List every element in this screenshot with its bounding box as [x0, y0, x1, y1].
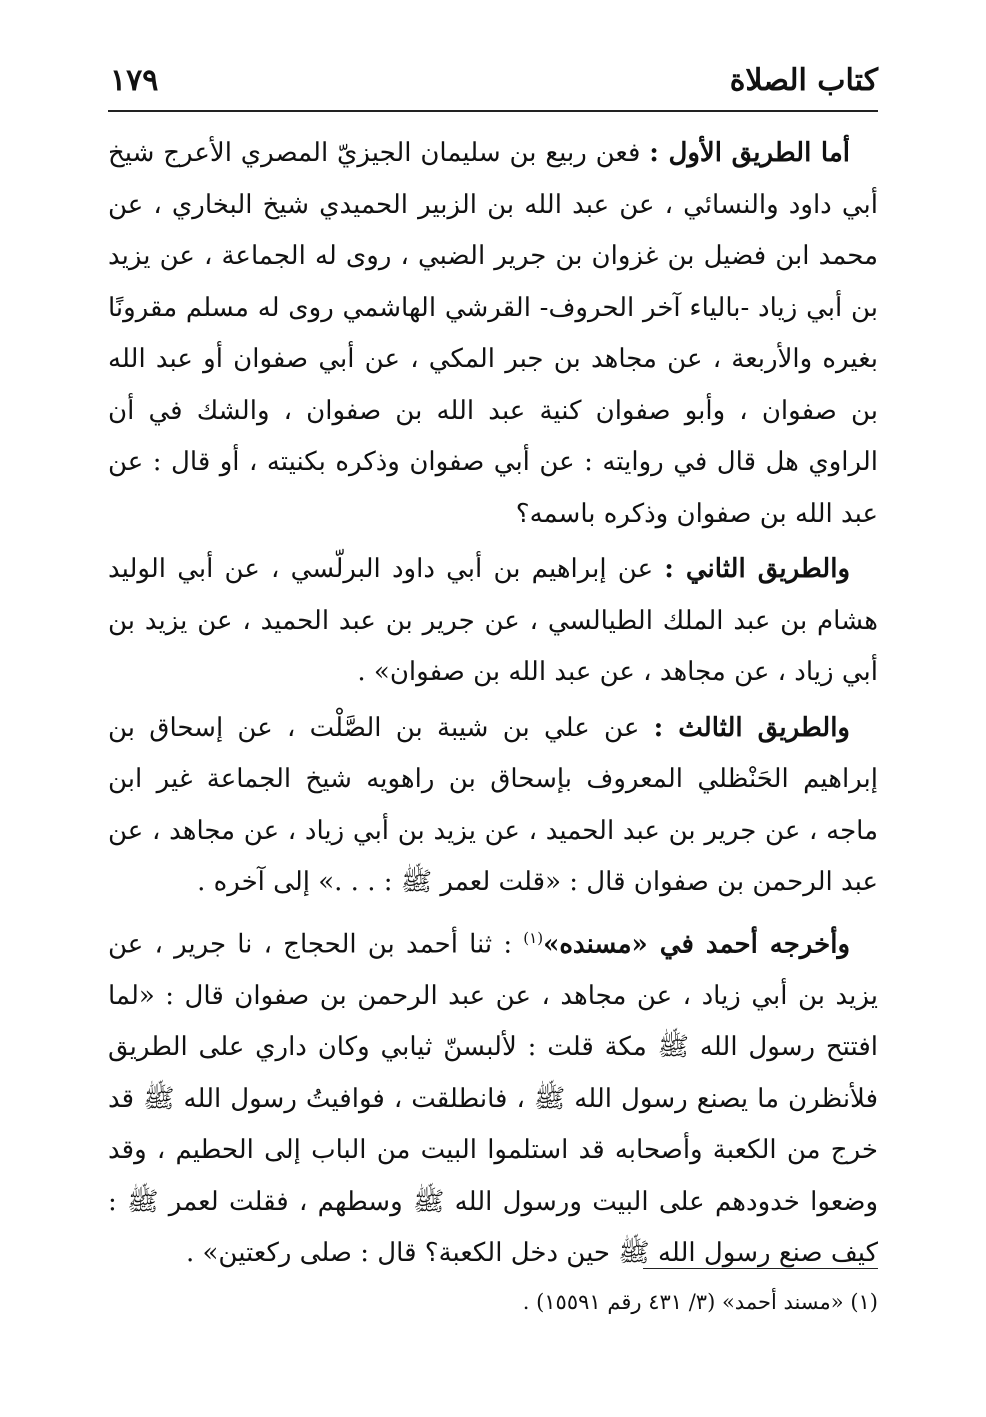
header-divider: [108, 110, 878, 112]
paragraph-text: فعن ربيع بن سليمان الجيزيّ المصري الأعرج شيخ أبي داود والنسائي ، عن عبد الله بن الزبير الحميدي شيخ البخاري ، عن محمد ابن فضيل بن غزوان بن جرير الضبي ، روى له الجماعة ، عن يزيد بن أبي زياد -بالياء آخر الحروف- القرشي الهاشمي روى له مسلم مقرونًا بغيره والأربعة ، عن مجاهد بن جبر المكي ، عن أبي صفوان أو عبد الله بن صفوان ، وأبو صفوان كنية عبد الله بن صفوان ، والشك في أن الراوي هل قال في روايته : عن أبي صفوان وذكره بكنيته ، أو قال : عن عبد الله بن صفوان وذكره باسمه؟: [108, 138, 879, 529]
paragraph-lead: أما الطريق الأول :: [649, 138, 851, 168]
paragraph-text: : ثنا أحمد بن الحجاج ، نا جرير ، عن يزيد بن أبي زياد ، عن مجاهد ، عن عبد الرحمن بن صفوان قال : «لما افتتح رسول الله ﷺ مكة قلت : لألبسنّ ثيابي وكان داري على الطريق فلأنظرن ما يصنع رسول الله ﷺ ، فانطلقت ، فوافيتُ رسول الله ﷺ قد خرج من الكعبة وأصحابه قد استلموا البيت من الباب إلى الحطيم ، وقد وضعوا خدودهم على البيت ورسول الله ﷺ وسطهم ، فقلت لعمر ﷺ : كيف صنع رسول الله ﷺ حين دخل الكعبة؟ قال : صلى ركعتين» .: [108, 929, 878, 1269]
paragraph-second-route: [108, 544, 878, 699]
main-text: [108, 128, 878, 1284]
footnote-divider: [643, 1268, 878, 1269]
paragraph-first-route: [108, 128, 878, 540]
paragraph-text: عن إبراهيم بن أبي داود البرلّسي ، عن أبي الوليد هشام بن عبد الملك الطيالسي ، عن جرير بن عبد الحميد ، عن يزيد بن أبي زياد ، عن مجاهد ، عن عبد الله بن صفوان» .: [108, 554, 878, 687]
paragraph-lead: وأخرجه أحمد في «مسنده»: [543, 929, 850, 960]
paragraph-third-route: [108, 703, 878, 909]
footnote: (١) «مسند أحمد» (٣/ ٤٣١ رقم ١٥٥٩١) .: [522, 1290, 878, 1314]
paragraph-ahmad: [108, 913, 878, 1280]
paragraph-lead: والطريق الثالث :: [653, 712, 850, 743]
paragraph-lead: والطريق الثاني :: [664, 554, 850, 584]
page-number: ١٧٩: [110, 62, 159, 98]
paragraph-text: عن علي بن شيبة بن الصَّلْت ، عن إسحاق بن إبراهيم الحَنْظلي المعروف بإسحاق بن راهويه شيخ الجماعة غير ابن ماجه ، عن جرير بن عبد الحميد ، عن يزيد بن أبي زياد ، عن مجاهد ، عن عبد الرحمن بن صفوان قال : «قلت لعمر ﷺ : . . .» إلى آخره .: [108, 712, 878, 897]
running-title: كتاب الصلاة: [729, 62, 878, 98]
footnote-marker: (١): [523, 928, 544, 947]
page-header: [110, 55, 878, 105]
